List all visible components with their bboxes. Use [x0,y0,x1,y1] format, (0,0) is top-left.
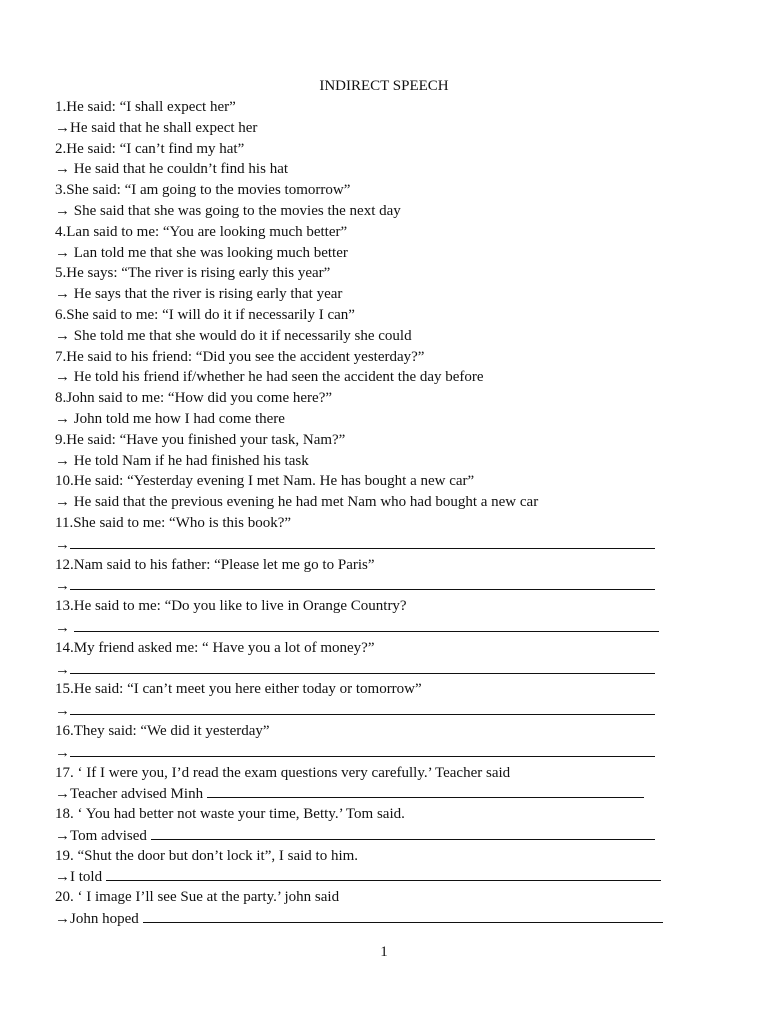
answer-text: He said that he couldn’t find his hat [73,161,289,178]
arrow-icon: → [55,452,70,469]
answer-blank-field[interactable] [70,700,655,715]
answer-line [55,492,735,513]
question-line: 19. “Shut the door but don’t lock it”, I said to him. [55,847,359,864]
answer-blank-field[interactable] [70,659,655,674]
question-line: 6.She said to me: “I will do it if necessarily I can” [55,306,355,323]
question-line: 11.She said to me: “Who is this book?” [55,514,292,531]
question-line: 20. ‘ I image I’ll see Sue at the party.’ john said [55,889,340,906]
answer-line-blank[interactable] [55,866,735,887]
question-line: 1.He said: “I shall expect her” [55,99,236,115]
answer-line [55,243,735,264]
answer-line [55,326,735,347]
arrow-icon: → [55,494,70,511]
answer-text: Lan told me that she was looking much better [73,244,348,261]
exercise-list [55,97,735,929]
answer-line-blank[interactable] [55,575,735,596]
page-number: 1 [380,944,388,960]
question-line: 15.He said: “I can’t meet you here either today or tomorrow” [55,681,422,698]
question-line: 3.She said: “I am going to the movies tomorrow” [55,182,351,199]
answer-line-blank[interactable] [55,534,735,555]
answer-text: She said that she was going to the movies the next day [73,202,401,219]
answer-line-blank[interactable] [55,825,735,846]
answer-line-blank[interactable] [55,742,735,763]
arrow-icon: → [55,327,70,344]
question-line: 14.My friend asked me: “ Have you a lot of money?” [55,639,375,656]
answer-text: He told Nam if he had finished his task [73,452,309,469]
answer-line [55,409,735,430]
answer-line-blank[interactable] [55,617,735,638]
question-line: 10.He said: “Yesterday evening I met Nam. He has bought a new car” [55,473,475,490]
answer-blank-field[interactable] [74,617,659,632]
answer-line [55,201,735,222]
arrow-icon: → [55,244,70,261]
arrow-icon: → [55,410,70,427]
answer-text: Teacher advised Minh [70,786,204,803]
answer-text: He said that he shall expect her [70,119,258,136]
answer-text: John hoped [70,911,139,928]
arrow-icon: → [55,286,70,303]
question-line: 18. ‘ You had better not waste your time, Betty.’ Tom said. [55,806,405,823]
answer-line [55,284,735,305]
answer-line-blank[interactable] [55,783,735,804]
answer-blank-field[interactable] [70,575,655,590]
arrow-icon: → [55,827,70,844]
answer-text: John told me how I had come there [73,410,285,427]
arrow-icon: → [55,619,70,636]
answer-text: She told me that she would do it if necessarily she could [73,327,412,344]
question-line: 8.John said to me: “How did you come here?” [55,390,333,407]
answer-line-blank[interactable] [55,700,735,721]
page-title: INDIRECT SPEECH [319,78,449,94]
arrow-icon: → [55,119,70,136]
question-line: 13.He said to me: “Do you like to live in Orange Country? [55,598,407,615]
answer-blank-field[interactable] [143,908,663,923]
answer-blank-field[interactable] [70,742,655,757]
question-line: 4.Lan said to me: “You are looking much better” [55,223,348,240]
answer-blank-field[interactable] [151,825,655,840]
arrow-icon: → [55,744,70,761]
answer-text: He told his friend if/whether he had seen the accident the day before [73,369,484,386]
answer-blank-field[interactable] [207,783,644,798]
question-line: 16.They said: “We did it yesterday” [55,722,270,739]
answer-text: I told [70,869,103,886]
answer-line [55,367,735,388]
answer-text: He says that the river is rising early that year [73,286,343,303]
question-line: 9.He said: “Have you finished your task, Nam?” [55,431,346,448]
arrow-icon: → [55,369,70,386]
arrow-icon: → [55,911,70,928]
answer-blank-field[interactable] [106,866,661,881]
question-line: 5.He says: “The river is rising early this year” [55,265,331,282]
arrow-icon: → [55,202,70,219]
answer-line-blank[interactable] [55,659,735,680]
arrow-icon: → [55,703,70,720]
arrow-icon: → [55,869,70,886]
question-line: 2.He said: “I can’t find my hat” [55,140,245,157]
answer-line [55,451,735,472]
arrow-icon: → [55,786,70,803]
question-line: 17. ‘ If I were you, I’d read the exam questions very carefully.’ Teacher said [55,764,511,781]
answer-line [55,159,735,180]
answer-blank-field[interactable] [70,534,655,549]
arrow-icon: → [55,578,70,595]
question-line: 7.He said to his friend: “Did you see the accident yesterday?” [55,348,425,365]
answer-text: He said that the previous evening he had met Nam who had bought a new car [73,494,539,511]
arrow-icon: → [55,661,70,678]
arrow-icon: → [55,536,70,553]
answer-line-blank[interactable] [55,908,735,929]
arrow-icon: → [55,161,70,178]
answer-line [55,118,735,139]
answer-text: Tom advised [70,827,147,844]
question-line: 12.Nam said to his father: “Please let me go to Paris” [55,556,375,573]
